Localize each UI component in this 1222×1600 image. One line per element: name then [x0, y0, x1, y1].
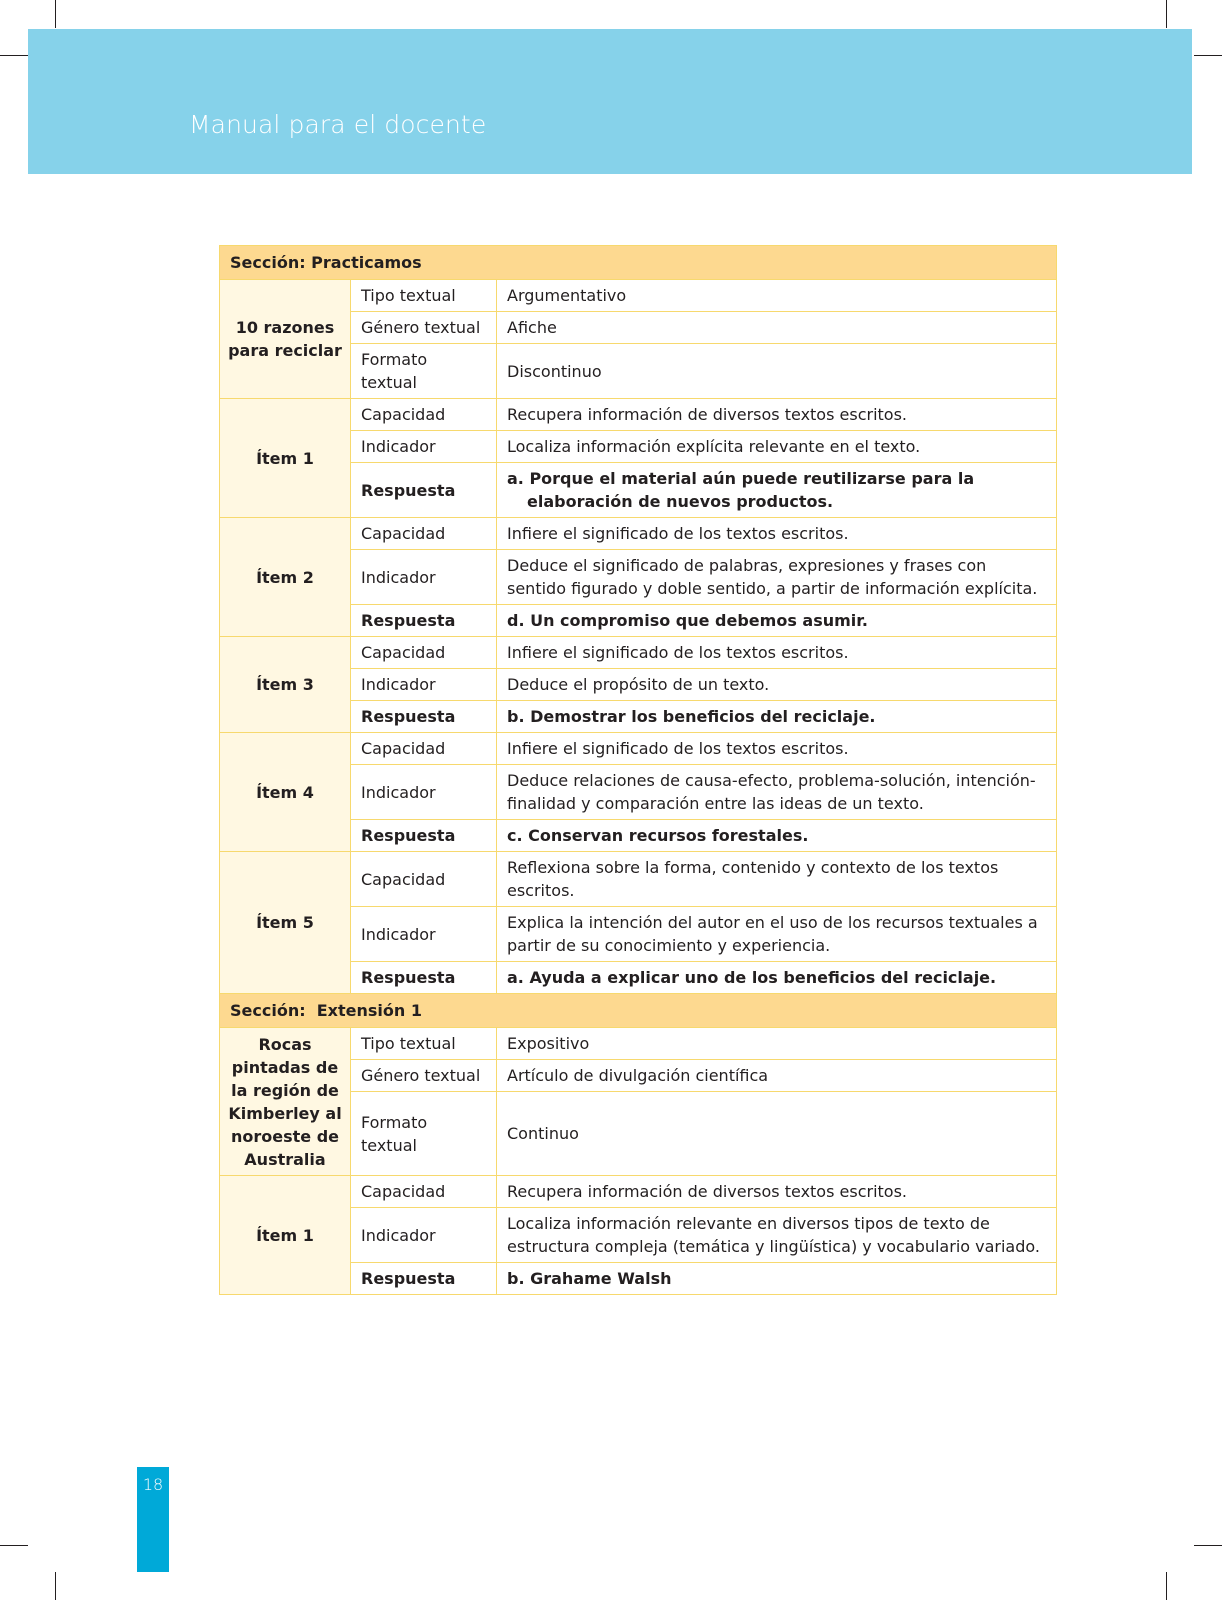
answer-value: c. Conservan recursos forestales. — [497, 820, 1057, 852]
row-value: Expositivo — [497, 1028, 1057, 1060]
row-label: Indicador — [351, 431, 497, 463]
crop-mark — [0, 55, 28, 56]
crop-mark — [1166, 0, 1167, 28]
crop-mark — [55, 1572, 56, 1600]
table-row — [220, 280, 1057, 312]
section-header — [220, 246, 1057, 280]
row-label: Tipo textual — [351, 280, 497, 312]
row-value: Recupera información de diversos textos escritos. — [497, 1176, 1057, 1208]
group-name: Ítem 1 — [220, 1176, 351, 1295]
row-value: Discontinuo — [497, 344, 1057, 399]
row-label: Capacidad — [351, 733, 497, 765]
crop-mark — [55, 0, 56, 28]
crop-mark — [0, 1545, 28, 1546]
row-value: Deduce relaciones de causa-efecto, problema-solución, intención-finalidad y comparación entre las ideas de un texto. — [497, 765, 1057, 820]
row-value: Deduce el propósito de un texto. — [497, 669, 1057, 701]
row-value: Explica la intención del autor en el uso de los recursos textuales a partir de su conocimiento y experiencia. — [497, 907, 1057, 962]
row-label: Capacidad — [351, 637, 497, 669]
section-title: Sección: Extensión 1 — [220, 994, 1057, 1028]
group-name: Ítem 5 — [220, 852, 351, 994]
answer-value: a. Porque el material aún puede reutilizarse para la elaboración de nuevos productos. — [507, 469, 975, 511]
row-value: Afiche — [497, 312, 1057, 344]
table-row — [220, 399, 1057, 431]
row-label: Indicador — [351, 1208, 497, 1263]
row-value: Artículo de divulgación científica — [497, 1060, 1057, 1092]
row-label: Capacidad — [351, 399, 497, 431]
row-value: Localiza información relevante en diversos tipos de texto de estructura compleja (temática y lingüística) y vocabulario variado. — [497, 1208, 1057, 1263]
row-label: Respuesta — [351, 962, 497, 994]
row-label: Género textual — [351, 312, 497, 344]
row-label: Género textual — [351, 1060, 497, 1092]
group-name: 10 razones para reciclar — [220, 280, 351, 399]
table-row — [220, 1028, 1057, 1060]
answer-cell — [497, 463, 1057, 518]
row-value: Recupera información de diversos textos escritos. — [497, 399, 1057, 431]
crop-mark — [1194, 55, 1222, 56]
row-label: Capacidad — [351, 518, 497, 550]
section-header — [220, 994, 1057, 1028]
answer-value: d. Un compromiso que debemos asumir. — [497, 605, 1057, 637]
row-label: Respuesta — [351, 820, 497, 852]
table-row — [220, 852, 1057, 907]
answer-value: b. Demostrar los beneficios del reciclaje. — [497, 701, 1057, 733]
row-value: Infiere el significado de los textos escritos. — [497, 637, 1057, 669]
row-value: Infiere el significado de los textos escritos. — [497, 518, 1057, 550]
row-label: Indicador — [351, 550, 497, 605]
answer-value: a. Ayuda a explicar uno de los beneficios del reciclaje. — [497, 962, 1057, 994]
table-row — [220, 637, 1057, 669]
crop-mark — [1166, 1572, 1167, 1600]
group-name: Ítem 4 — [220, 733, 351, 852]
row-label: Respuesta — [351, 1263, 497, 1295]
table-row — [220, 733, 1057, 765]
row-label: Formato textual — [351, 1092, 497, 1176]
row-value: Argumentativo — [497, 280, 1057, 312]
row-value: Deduce el significado de palabras, expresiones y frases con sentido figurado y doble sentido, a partir de información explícita. — [497, 550, 1057, 605]
group-name: Ítem 3 — [220, 637, 351, 733]
table-row — [220, 1176, 1057, 1208]
answer-table — [219, 245, 1057, 1295]
row-value: Continuo — [497, 1092, 1057, 1176]
group-name: Rocas pintadas de la región de Kimberley al noroeste de Australia — [220, 1028, 351, 1176]
row-label: Respuesta — [351, 605, 497, 637]
row-label: Capacidad — [351, 1176, 497, 1208]
group-name: Ítem 1 — [220, 399, 351, 518]
section-title: Sección: Practicamos — [220, 246, 1057, 280]
page-number-tab — [137, 1467, 169, 1572]
row-label: Capacidad — [351, 852, 497, 907]
row-label: Indicador — [351, 907, 497, 962]
row-label: Respuesta — [351, 701, 497, 733]
row-label: Respuesta — [351, 463, 497, 518]
crop-mark — [1194, 1545, 1222, 1546]
row-value: Infiere el significado de los textos escritos. — [497, 733, 1057, 765]
page-number: 18 — [142, 1475, 164, 1494]
row-label: Tipo textual — [351, 1028, 497, 1060]
table-row — [220, 518, 1057, 550]
row-label: Indicador — [351, 765, 497, 820]
row-value: Reflexiona sobre la forma, contenido y contexto de los textos escritos. — [497, 852, 1057, 907]
row-value: Localiza información explícita relevante en el texto. — [497, 431, 1057, 463]
group-name: Ítem 2 — [220, 518, 351, 637]
row-label: Formato textual — [351, 344, 497, 399]
header-banner — [28, 29, 1192, 174]
row-label: Indicador — [351, 669, 497, 701]
answer-value: b. Grahame Walsh — [497, 1263, 1057, 1295]
page-title: Manual para el docente — [189, 110, 487, 139]
